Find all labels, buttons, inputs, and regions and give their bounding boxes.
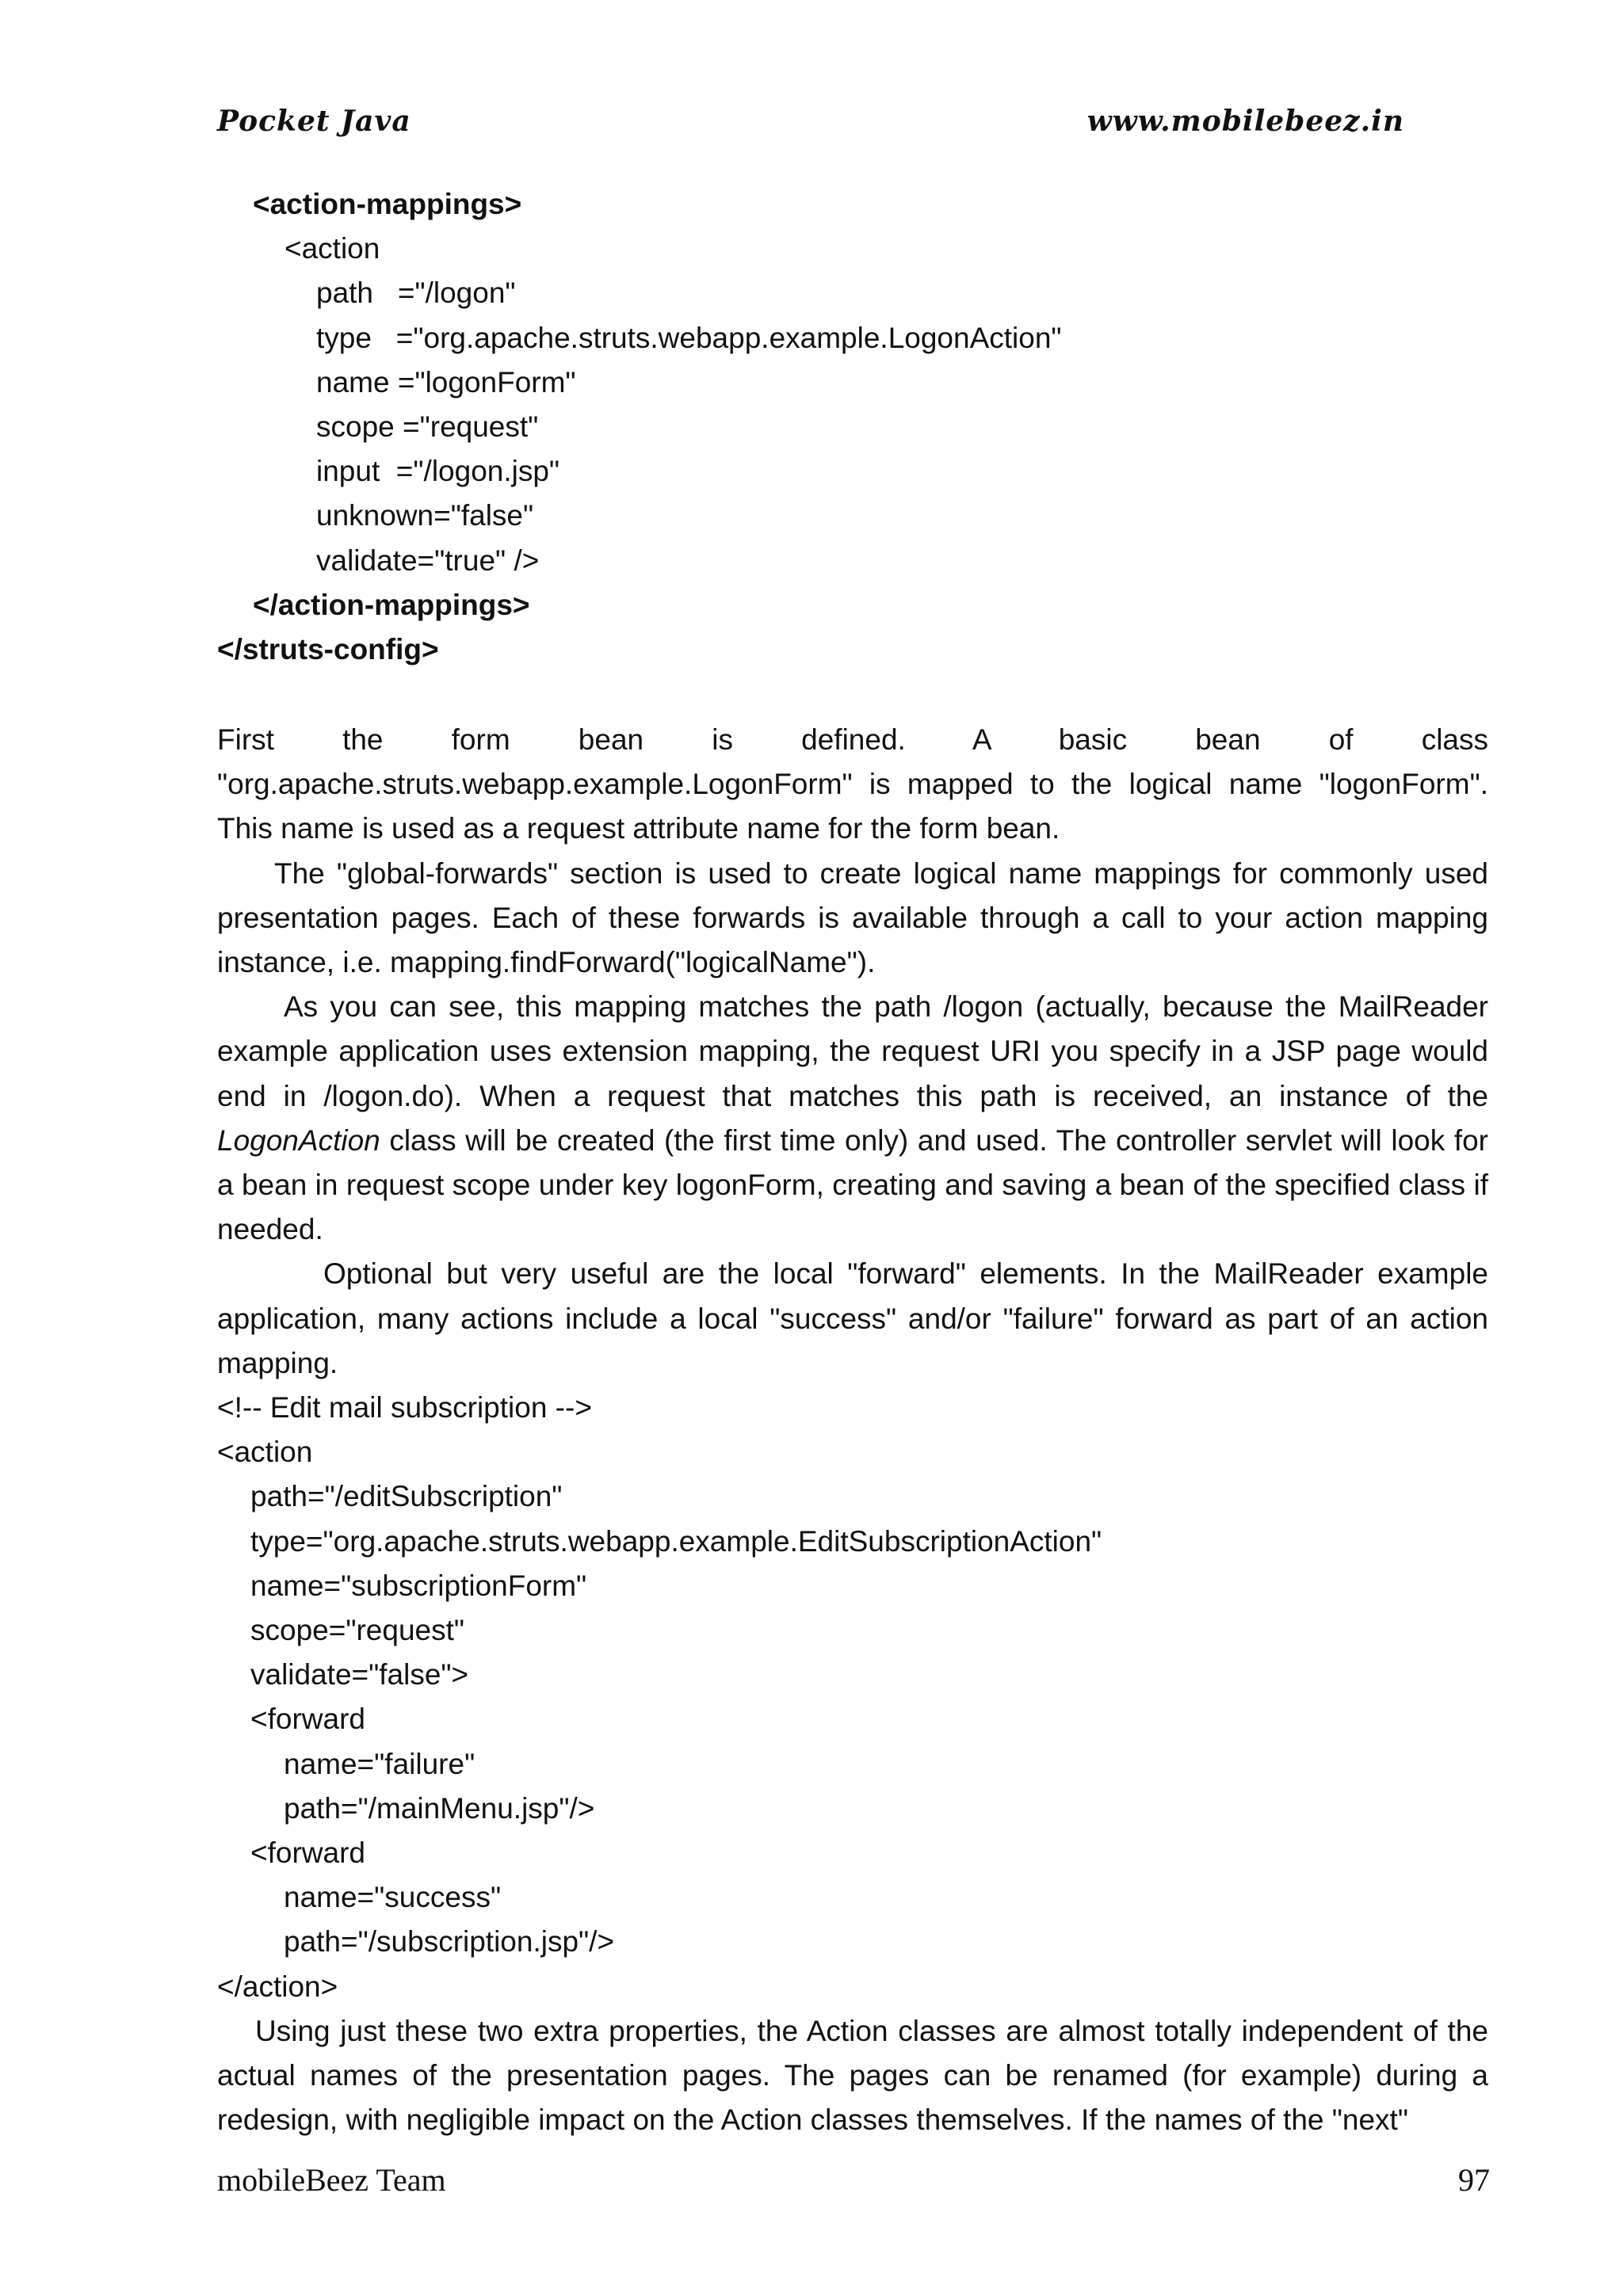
code-line: name="subscriptionForm" bbox=[250, 1569, 587, 1602]
paragraph-global-forwards: The "global-forwards" section is used to create logical name mappings for commonly used presentation pages. Each of these forwards is available through a call to your action mapping instance, i.e. mapping.findForward("logicalName"). bbox=[217, 856, 1488, 979]
code-block-edit-subscription bbox=[217, 1386, 1488, 2009]
paragraph-extra-properties: Using just these two extra properties, the Action classes are almost totally independent of the actual names of the presentation pages. The pages can be renamed (for example) during a redesign, with negligible impact on the Action classes themselves. If the names of the "next" bbox=[217, 2014, 1488, 2137]
code-line: <action bbox=[285, 232, 380, 265]
code-line: validate="false"> bbox=[250, 1658, 469, 1691]
code-line: name="failure" bbox=[284, 1747, 475, 1780]
code-line: type ="org.apache.struts.webapp.example.LogonAction" bbox=[316, 321, 1062, 354]
code-line: <!-- Edit mail subscription --> bbox=[217, 1391, 592, 1425]
code-line: path="/editSubscription" bbox=[250, 1480, 563, 1513]
code-block-action-mappings bbox=[217, 182, 1485, 672]
paragraph-local-forwards: Optional but very useful are the local "forward" elements. In the MailReader example application, many actions include a local "success" and/or "failure" forward as part of an action mapping. bbox=[217, 1257, 1488, 1379]
text-run: class will be created (the first time only) and used. The controller servlet will look for a bean in request scope under key logonForm, creating and saving a bean of the specified class if needed. bbox=[217, 1123, 1488, 1246]
code-line: <action-mappings> bbox=[253, 188, 522, 220]
paragraph-logon-mapping bbox=[217, 985, 1488, 1252]
code-line: <forward bbox=[250, 1836, 365, 1870]
code-line: path="/subscription.jsp"/> bbox=[284, 1925, 615, 1958]
paragraph-form-bean: First the form bean is defined. A basic bean of class "org.apache.struts.webapp.example.LogonForm" is mapped to the logical name "logonForm". This name is used as a request attribute name for the form bean. bbox=[217, 723, 1488, 845]
code-line: </action-mappings> bbox=[253, 588, 530, 621]
code-line: input ="/logon.jsp" bbox=[316, 455, 560, 488]
code-line: </action> bbox=[217, 1970, 338, 2003]
code-line: scope ="request" bbox=[316, 410, 539, 443]
code-line: unknown="false" bbox=[316, 499, 534, 532]
page-number: 97 bbox=[1458, 2162, 1490, 2198]
code-line: </struts-config> bbox=[217, 632, 439, 666]
class-name-italic: LogonAction bbox=[217, 1123, 380, 1157]
code-line: <action bbox=[217, 1436, 313, 1469]
code-line: path ="/logon" bbox=[316, 277, 516, 310]
code-line: path="/mainMenu.jsp"/> bbox=[284, 1791, 595, 1825]
code-line: <forward bbox=[250, 1703, 365, 1736]
footer-team: mobileBeez Team bbox=[217, 2162, 446, 2198]
running-header-title: Pocket Java bbox=[217, 105, 411, 138]
code-line: scope="request" bbox=[250, 1614, 465, 1647]
code-line: validate="true" /> bbox=[316, 543, 540, 577]
body-text bbox=[217, 718, 1488, 2143]
code-line: type="org.apache.struts.webapp.example.EditSubscriptionAction" bbox=[250, 1524, 1102, 1558]
text-run: As you can see, this mapping matches the path /logon (actually, because the MailReader example application uses extension mapping, the request URI you specify in a JSP page would end in /logon.do). When a request that matches this path is received, an instance of the bbox=[217, 990, 1488, 1112]
running-header-url: www.mobilebeez.in bbox=[1086, 105, 1404, 138]
code-line: name ="logonForm" bbox=[316, 365, 576, 399]
code-line: name="success" bbox=[284, 1881, 502, 1914]
